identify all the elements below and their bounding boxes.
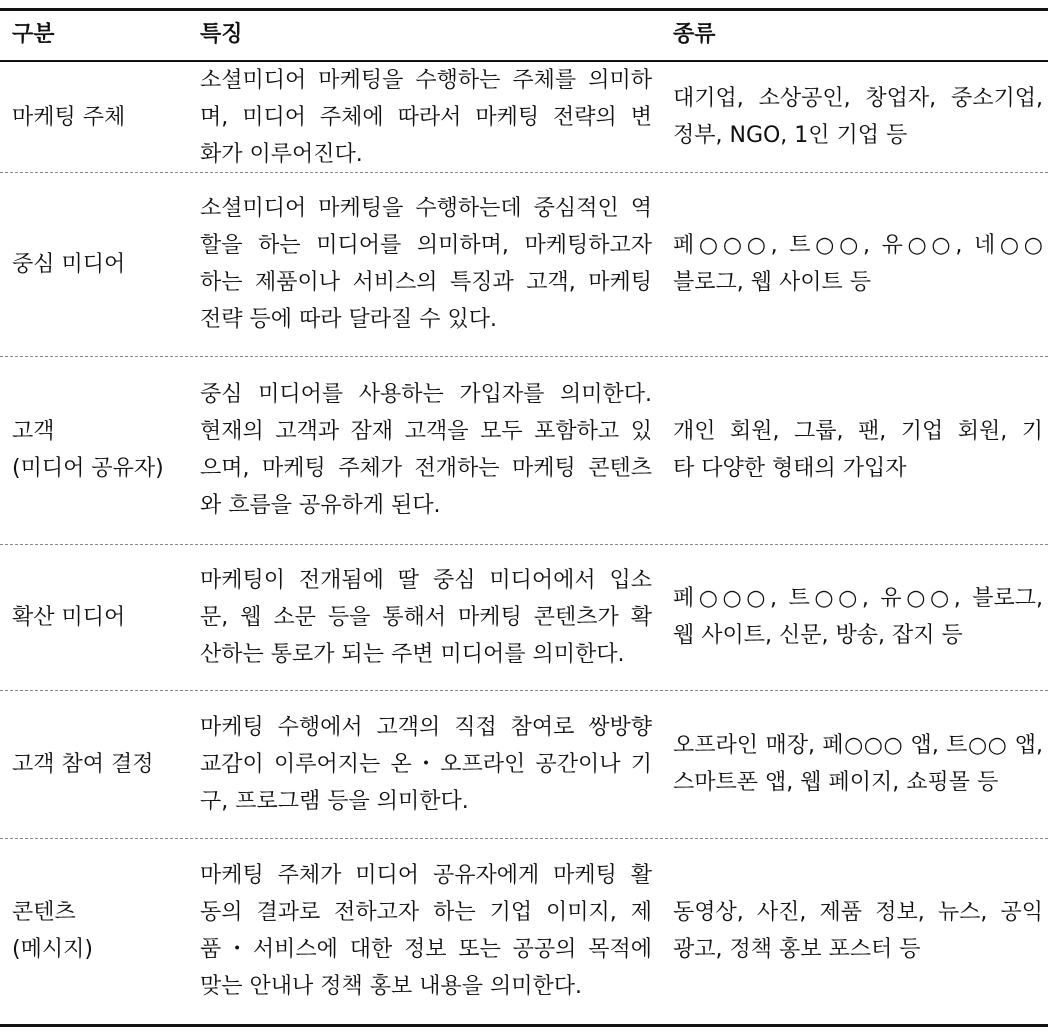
table-top-rule xyxy=(0,8,1048,11)
row-types xyxy=(673,894,1043,968)
row-features-line: 품・서비스에 대한 정보 또는 공공의 목적에 xyxy=(200,937,652,962)
row-features-line: 소셜미디어 마케팅을 수행하는 주체를 의미하 xyxy=(200,67,652,93)
row-features xyxy=(200,376,652,524)
row-types-line: 페○○○, 트○○, 유○○, 네○○ xyxy=(673,233,1043,258)
table-bottom-rule xyxy=(0,1024,1048,1027)
row-features-line: 교감이 이루어지는 온・오프라인 공간이나 기 xyxy=(200,751,652,777)
row-category xyxy=(12,599,182,636)
row-features-line: 산하는 통로가 되는 주변 미디어를 의미한다. xyxy=(200,641,625,667)
row-category xyxy=(12,894,182,968)
row-types-line: 페○○○, 트○○, 유○○, 블로그, xyxy=(673,586,1043,611)
row-divider xyxy=(0,544,1048,545)
row-category-line: 중심 미디어 xyxy=(12,251,126,277)
row-features-line: 하는 제품이나 서비스의 특징과 고객, 마케팅 xyxy=(200,270,652,295)
row-category-line: 고객 xyxy=(12,419,55,444)
row-category xyxy=(12,413,182,487)
row-types-line: 스마트폰 앱, 웹 페이지, 쇼핑몰 등 xyxy=(673,770,999,795)
row-divider xyxy=(0,690,1048,691)
row-category-line: (메시지) xyxy=(12,937,93,962)
header-category: 구분 xyxy=(12,22,55,47)
row-features xyxy=(200,62,652,173)
row-features-line: 소셜미디어 마케팅을 수행하는데 중심적인 역 xyxy=(200,196,652,221)
row-category-line: 콘텐츠 xyxy=(12,900,76,925)
row-features-line: 구, 프로그램 등을 의미한다. xyxy=(200,788,469,814)
row-features-line: 며, 미디어 주체에 따라서 마케팅 전략의 변 xyxy=(200,104,652,130)
row-types-line: 블로그, 웹 사이트 등 xyxy=(673,270,871,295)
row-features xyxy=(200,562,652,673)
row-types-line: 오프라인 매장, 페○○○ 앱, 트○○ 앱, xyxy=(673,733,1043,758)
row-features-line: 으며, 마케팅 주체가 전개하는 마케팅 콘텐츠 xyxy=(200,456,652,481)
row-features-line: 마케팅이 전개됨에 딸 중심 미디어에서 입소 xyxy=(200,567,652,593)
row-features-line: 와 흐름을 공유하게 된다. xyxy=(200,493,441,518)
row-category xyxy=(12,746,182,783)
row-types xyxy=(673,580,1043,654)
row-types xyxy=(673,413,1043,487)
row-types xyxy=(673,227,1043,301)
row-features-line: 마케팅 주체가 미디어 공유자에게 마케팅 활 xyxy=(200,863,652,888)
row-features xyxy=(200,190,652,338)
row-category xyxy=(12,246,182,283)
row-features-line: 화가 이루어진다. xyxy=(200,141,363,167)
header-types: 종류 xyxy=(673,22,716,47)
row-types xyxy=(673,80,1043,154)
row-features-line: 동의 결과로 전하고자 하는 기업 이미지, 제 xyxy=(200,900,652,925)
row-divider xyxy=(0,838,1048,839)
row-category-line: 확산 미디어 xyxy=(12,604,126,630)
row-features-line: 맞는 안내나 정책 홍보 내용을 의미한다. xyxy=(200,974,582,999)
row-features-line: 할을 하는 미디어를 의미하며, 마케팅하고자 xyxy=(200,233,652,258)
row-category-line: (미디어 공유자) xyxy=(12,456,164,481)
row-category-line: 마케팅 주체 xyxy=(12,104,126,130)
row-types-line: 타 다양한 형태의 가입자 xyxy=(673,456,907,481)
row-features xyxy=(200,709,652,820)
header-features: 특징 xyxy=(200,22,243,47)
row-types xyxy=(673,727,1043,801)
row-types-line: 개인 회원, 그룹, 팬, 기업 회원, 기 xyxy=(673,419,1043,444)
row-features-line: 현재의 고객과 잠재 고객을 모두 포함하고 있 xyxy=(200,419,652,444)
row-features-line: 문, 웹 소문 등을 통해서 마케팅 콘텐츠가 확 xyxy=(200,604,652,630)
row-features-line: 마케팅 수행에서 고객의 직접 참여로 쌍방향 xyxy=(200,714,652,740)
row-types-line: 광고, 정책 홍보 포스터 등 xyxy=(673,937,921,962)
row-types-line: 웹 사이트, 신문, 방송, 잡지 등 xyxy=(673,623,963,648)
row-features-line: 중심 미디어를 사용하는 가입자를 의미한다. xyxy=(200,382,652,407)
row-features xyxy=(200,857,652,1005)
row-category xyxy=(12,99,182,136)
row-types-line: 대기업, 소상공인, 창업자, 중소기업, xyxy=(673,86,1043,111)
row-types-line: 정부, NGO, 1인 기업 등 xyxy=(673,123,908,148)
row-divider xyxy=(0,356,1048,357)
row-features-line: 전략 등에 따라 달라질 수 있다. xyxy=(200,307,497,332)
row-category-line: 고객 참여 결정 xyxy=(12,751,154,777)
row-divider xyxy=(0,172,1048,173)
row-types-line: 동영상, 사진, 제품 정보, 뉴스, 공익 xyxy=(673,900,1043,925)
